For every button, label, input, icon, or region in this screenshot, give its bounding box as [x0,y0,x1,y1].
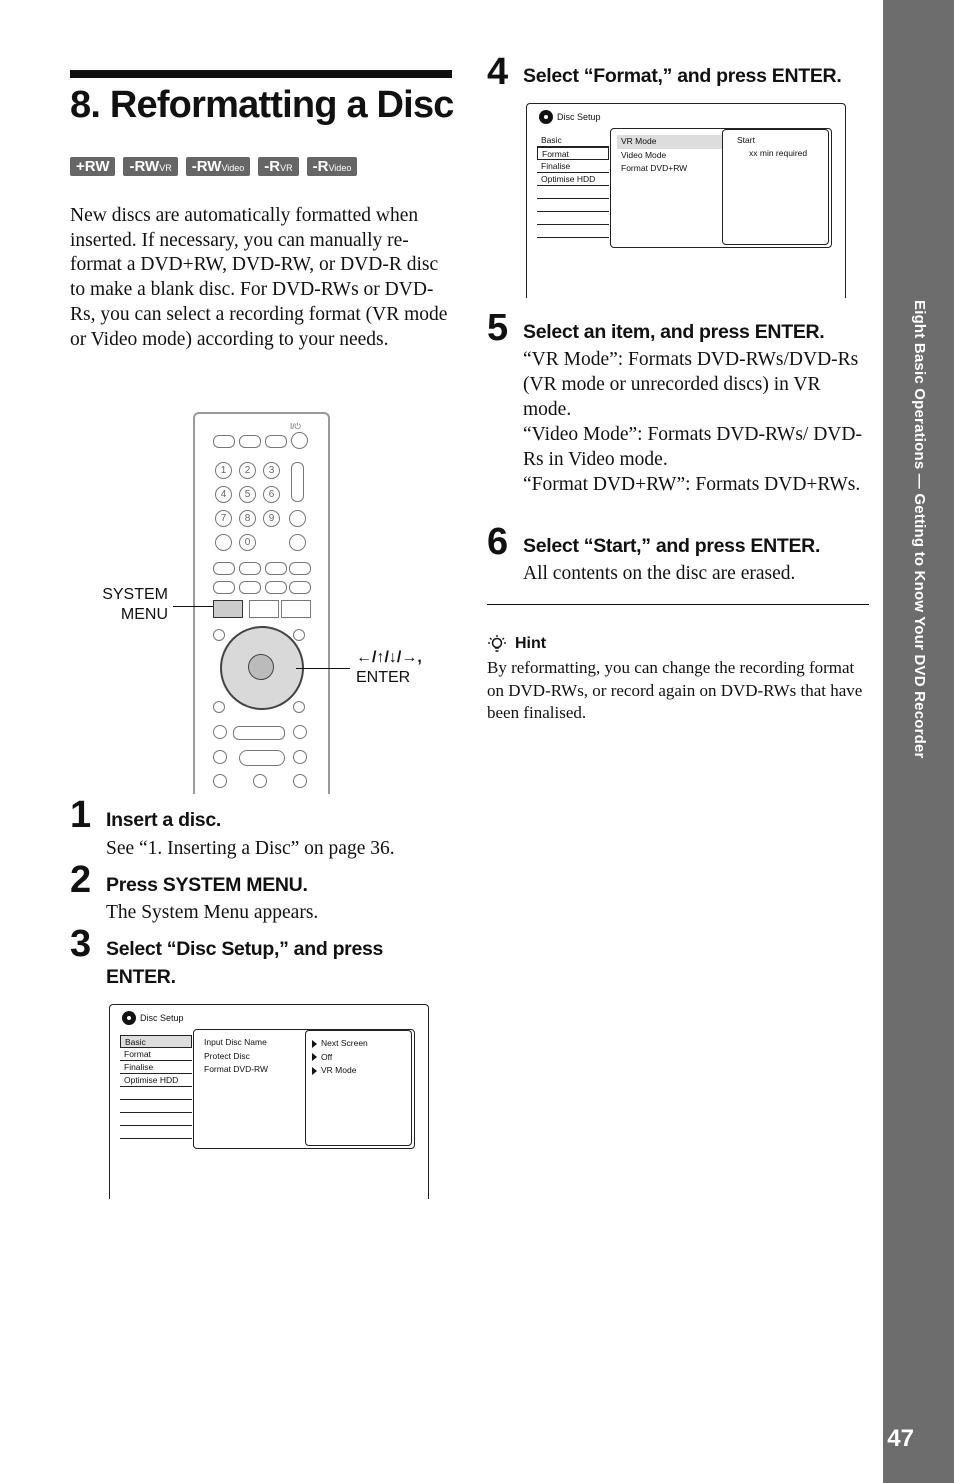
system-menu-leader-line [173,606,213,607]
step-body: “VR Mode”: Formats DVD-RWs/DVD-Rs (VR mode or unrecorded discs) in VR mode. “Video Mode”: Formats DVD-RWs/ DVD-Rs in Video mode. “Format DVD+RW”: Formats DVD+RWs. [523,349,862,495]
number-0-button: 0 [239,534,256,551]
system-menu-button [213,600,243,618]
setting-input-disc-name: Input Disc Name [204,1037,267,1047]
badge-rw-vr: -RWVR [123,157,177,176]
play-button [239,750,285,766]
eject-button [213,435,235,448]
number-3-button: 3 [263,462,280,479]
enter-label: ENTER [356,669,411,686]
power-label: I/⏻ [290,422,301,431]
badge-plus-rw: +RW [70,157,115,176]
pause-button [253,774,267,788]
settings-menu [537,134,609,238]
section-divider [487,604,869,605]
remote-button [265,581,287,594]
menu-item-finalise: Finalise [537,160,609,173]
values-panel [305,1030,412,1146]
step-heading: Press SYSTEM MENU. [106,874,308,896]
setting-protect-disc: Protect Disc [204,1050,250,1061]
arrows-leader-line [296,668,350,669]
value-item: VR Mode [312,1064,368,1078]
remote-button [213,701,225,713]
next-button [293,725,307,739]
menu-item-empty [537,186,609,199]
remote-button [293,629,305,641]
remote-button [289,581,311,594]
step-number: 4 [487,51,509,93]
number-4-button: 4 [215,486,232,503]
remote-button [265,435,287,448]
remote-button [289,534,306,551]
stop-button [293,774,307,788]
remote-button [213,562,235,575]
power-button [291,432,308,449]
navigation-pad [220,626,304,710]
remote-button [265,562,287,575]
remote-button [239,562,261,575]
value-item: Next Screen [312,1037,368,1051]
title-rule [70,70,452,78]
hint-body: By reformatting, you can change the recording format on DVD-RWs, or record again on DVD-RWs that have been finalised. [487,658,863,722]
step-number: 5 [487,307,509,349]
remote-button [213,629,225,641]
value-item: Off [312,1051,368,1065]
format-panel [610,128,832,248]
start-panel [722,129,829,245]
step-number: 6 [487,521,509,563]
setting-format-dvd-rw: Format DVD-RW [204,1064,269,1074]
menu-item-empty [120,1100,192,1113]
option-format-dvd-rw: Format DVD+RW [621,163,688,173]
arrow-keys-label: ←/↑/↓/→, [356,649,422,666]
number-7-button: 7 [215,510,232,527]
step-body: All contents on the disc are erased. [523,563,796,584]
step-number: 2 [70,859,92,901]
remote-control-illustration [193,412,330,794]
enter-button [248,654,274,680]
menu-item-optimise-hdd: Optimise HDD [537,173,609,186]
menu-item-empty [120,1113,192,1126]
remote-button [239,581,261,594]
disc-setup-screen [109,1004,429,1199]
badge-r-vr: -RVR [258,157,298,176]
format-screen [526,103,846,298]
badge-rw-video: -RWVideo [186,157,251,176]
arrow-icon [312,1067,317,1075]
step-heading: Select “Start,” and press ENTER. [523,535,821,557]
menu-item-format: Format [120,1048,192,1061]
settings-values [312,1037,368,1078]
step-heading: Insert a disc. [106,809,222,831]
arrow-icon [312,1040,317,1048]
menu-item-optimise-hdd: Optimise HDD [120,1074,192,1087]
page-number: 47 [887,1425,914,1452]
step-heading: Select “Disc Setup,” and press ENTER. [106,938,384,988]
menu-item-basic: Basic [537,134,609,147]
number-2-button: 2 [239,462,256,479]
number-8-button: 8 [239,510,256,527]
settings-items [204,1036,268,1077]
menu-item-format: Format [537,147,609,160]
menu-item-empty [120,1087,192,1100]
format-options [617,135,723,176]
remote-button [215,534,232,551]
number-9-button: 9 [263,510,280,527]
remote-button [239,435,261,448]
remote-button [249,600,279,618]
step-body: See “1. Inserting a Disc” on page 36. [106,838,395,859]
disc-type-badges [70,157,357,176]
number-6-button: 6 [263,486,280,503]
scan-slow-button [233,726,285,740]
menu-item-finalise: Finalise [120,1061,192,1074]
screen-header: Disc Setup [539,110,601,124]
remote-button [213,581,235,594]
settings-menu [120,1035,192,1139]
time-required-note: xx min required [749,148,808,158]
menu-item-empty [120,1126,192,1139]
remote-button [293,701,305,713]
page-title: 8. Reformatting a Disc [70,84,454,126]
step-number: 1 [70,794,92,836]
volume-rocker [291,462,304,502]
option-video-mode: Video Mode [621,149,667,160]
arrow-icon [312,1053,317,1061]
step-heading: Select “Format,” and press ENTER. [523,65,842,87]
settings-panel [193,1029,415,1149]
fast-forward-button [293,750,307,764]
step-body: The System Menu appears. [106,902,319,923]
start-option: Start [737,135,755,145]
remote-button [281,600,311,618]
remote-button [289,562,311,575]
menu-item-basic: Basic [120,1035,192,1048]
menu-item-empty [537,199,609,212]
option-vr-mode: VR Mode [617,135,723,149]
disc-icon [122,1011,136,1025]
intro-paragraph: New discs are automatically formatted when inserted. If necessary, you can manually re-format a DVD+RW, DVD-RW, or DVD-R disc to make a blank disc. For DVD-RWs or DVD-Rs, you can select a recording format (VR mode or Video mode) according to your needs. [70,205,448,350]
number-5-button: 5 [239,486,256,503]
step-heading: Select an item, and press ENTER. [523,321,825,343]
rewind-button [213,750,227,764]
disc-icon [539,110,553,124]
previous-button [213,725,227,739]
remote-button [289,510,306,527]
menu-item-empty [537,225,609,238]
step-number: 3 [70,923,92,965]
lightbulb-icon [487,634,507,656]
badge-r-video: -RVideo [307,157,358,176]
screen-header: Disc Setup [122,1011,184,1025]
number-1-button: 1 [215,462,232,479]
hint-title: Hint [515,635,547,652]
system-menu-label: SYSTEM MENU [102,586,168,623]
menu-item-empty [537,212,609,225]
remote-button [213,774,227,788]
